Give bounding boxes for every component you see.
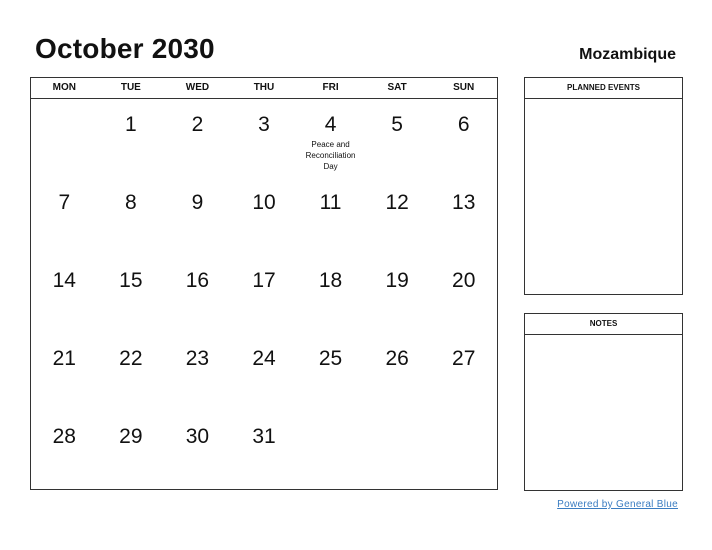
day-cell bbox=[430, 411, 497, 489]
day-cell bbox=[297, 255, 364, 333]
weekday-label: SUN bbox=[453, 82, 475, 93]
day-cell bbox=[364, 333, 431, 411]
page-title: October 2030 bbox=[35, 33, 215, 64]
planned-events-header: PLANNED EVENTS bbox=[525, 78, 682, 99]
day-number: 8 bbox=[125, 191, 137, 214]
weekday-label: SAT bbox=[387, 82, 407, 93]
day-number: 28 bbox=[52, 425, 76, 448]
weekday-label: FRI bbox=[322, 82, 339, 93]
day-number: 11 bbox=[319, 191, 342, 214]
day-cell bbox=[364, 177, 431, 255]
day-number: 22 bbox=[119, 347, 143, 370]
day-number: 31 bbox=[252, 425, 276, 448]
country-label: Mozambique bbox=[579, 46, 676, 63]
day-number: 30 bbox=[185, 425, 210, 448]
planned-events-panel bbox=[524, 77, 683, 295]
day-cell bbox=[430, 255, 497, 333]
holiday-label: Peace and Reconciliation Day bbox=[305, 140, 356, 171]
calendar-days bbox=[31, 99, 497, 489]
day-cell bbox=[98, 255, 165, 333]
day-number: 7 bbox=[58, 191, 71, 214]
day-number: 1 bbox=[125, 113, 137, 136]
day-number: 23 bbox=[185, 347, 210, 370]
day-number: 25 bbox=[318, 347, 343, 370]
day-cell bbox=[364, 99, 431, 177]
day-number: 21 bbox=[52, 347, 76, 370]
day-cell bbox=[31, 411, 98, 489]
day-cell bbox=[430, 99, 497, 177]
day-cell bbox=[164, 333, 231, 411]
day-cell bbox=[98, 411, 165, 489]
weekday-label: WED bbox=[185, 82, 210, 93]
day-number: 27 bbox=[452, 347, 476, 370]
day-cell bbox=[231, 411, 298, 489]
day-number: 18 bbox=[318, 269, 343, 292]
day-number: 20 bbox=[452, 269, 476, 292]
day-number: 12 bbox=[385, 191, 409, 214]
day-number: 24 bbox=[252, 347, 276, 370]
calendar-grid bbox=[30, 77, 498, 490]
day-number: 16 bbox=[185, 269, 210, 292]
day-number: 3 bbox=[258, 113, 270, 136]
day-cell bbox=[297, 99, 364, 177]
weekday-label: THU bbox=[253, 82, 275, 93]
day-cell bbox=[231, 333, 298, 411]
day-cell bbox=[98, 99, 165, 177]
day-number: 5 bbox=[391, 113, 403, 136]
day-cell bbox=[164, 255, 231, 333]
day-cell bbox=[31, 255, 98, 333]
day-number: 6 bbox=[457, 113, 470, 136]
powered-by-link[interactable]: Powered by General Blue bbox=[557, 499, 678, 510]
day-number: 17 bbox=[252, 269, 276, 292]
day-cell bbox=[231, 177, 298, 255]
day-cell bbox=[297, 177, 364, 255]
day-number: 15 bbox=[119, 269, 143, 292]
day-cell bbox=[31, 99, 98, 177]
day-number: 2 bbox=[191, 113, 204, 136]
notes-header: NOTES bbox=[525, 314, 682, 335]
day-cell bbox=[297, 333, 364, 411]
day-number: 29 bbox=[119, 425, 143, 448]
day-cell bbox=[297, 411, 364, 489]
day-number: 13 bbox=[452, 191, 476, 214]
weekday-header bbox=[31, 78, 497, 99]
day-cell bbox=[31, 177, 98, 255]
day-cell bbox=[98, 333, 165, 411]
notes-panel bbox=[524, 313, 683, 491]
day-number: 14 bbox=[52, 269, 76, 292]
day-number: 9 bbox=[191, 191, 204, 214]
weekday-label: MON bbox=[52, 82, 76, 93]
day-cell bbox=[430, 177, 497, 255]
day-cell bbox=[31, 333, 98, 411]
day-cell bbox=[364, 411, 431, 489]
day-number: 26 bbox=[385, 347, 409, 370]
day-cell bbox=[164, 411, 231, 489]
day-cell bbox=[364, 255, 431, 333]
day-cell bbox=[164, 99, 231, 177]
day-number: 19 bbox=[385, 269, 409, 292]
day-number: 10 bbox=[252, 191, 276, 214]
day-cell bbox=[231, 99, 298, 177]
day-number: 4 bbox=[324, 113, 337, 136]
day-cell bbox=[164, 177, 231, 255]
weekday-label: TUE bbox=[120, 82, 141, 93]
day-cell bbox=[98, 177, 165, 255]
day-cell bbox=[430, 333, 497, 411]
day-cell bbox=[231, 255, 298, 333]
